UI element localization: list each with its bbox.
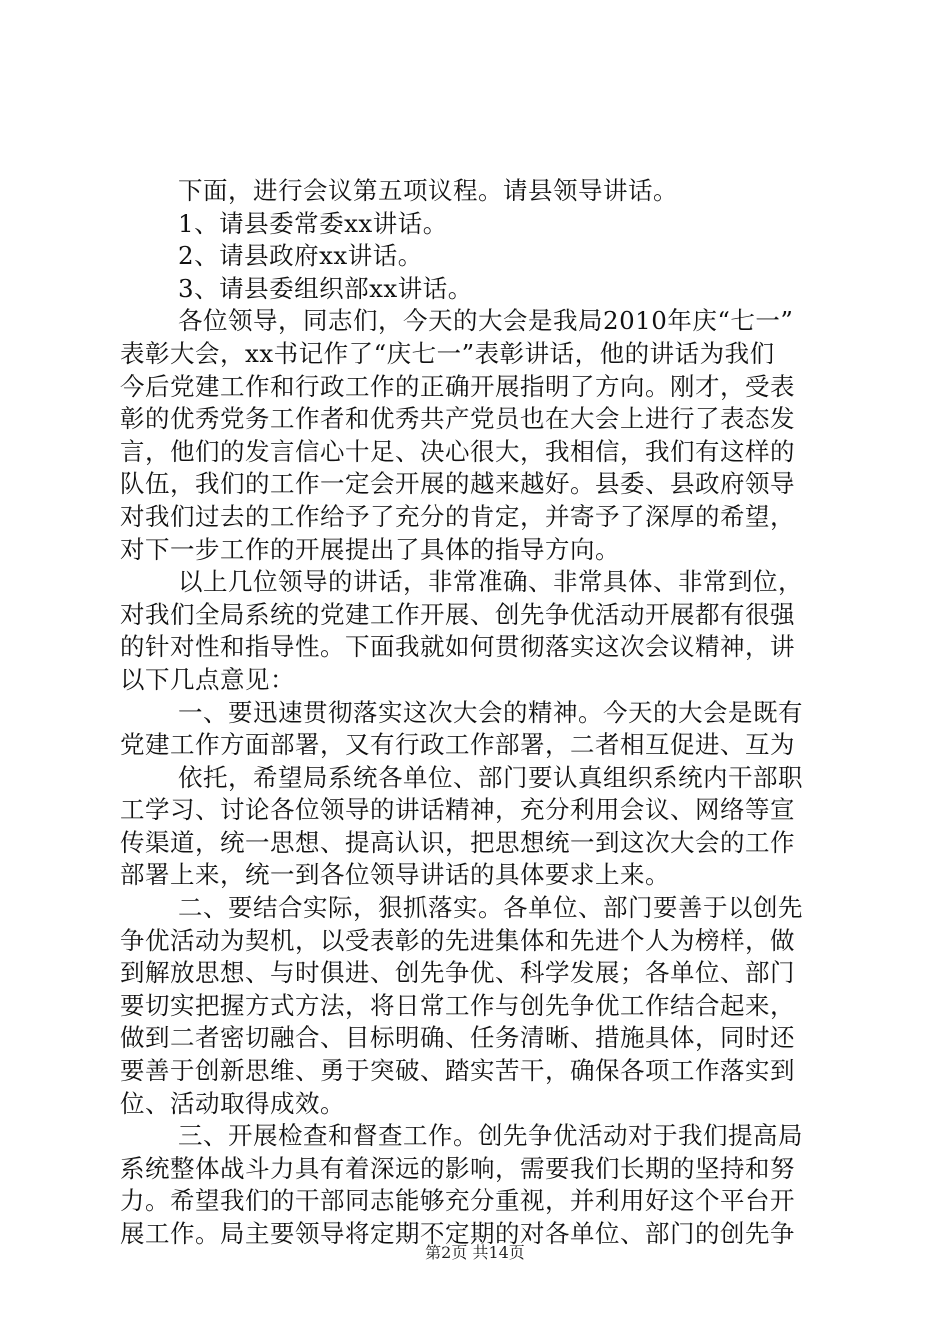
text-line: 工学习、讨论各位领导的讲话精神，充分利用会议、网络等宣 (120, 795, 795, 825)
text-line: 言，他们的发言信心十足、决心很大，我相信，我们有这样的 (120, 436, 795, 466)
text-line: 位、活动取得成效。 (120, 1088, 345, 1118)
text-line: 彰的优秀党务工作者和优秀共产党员也在大会上进行了表态发 (120, 404, 795, 434)
text-line: 党建工作方面部署，又有行政工作部署，二者相互促进、互为 (120, 730, 795, 760)
text-line: 到解放思想、与时俱进、创先争优、科学发展；各单位、部门 (120, 958, 795, 988)
text-line: 系统整体战斗力具有着深远的影响，需要我们长期的坚持和努 (120, 1153, 795, 1183)
text-line: 对下一步工作的开展提出了具体的指导方向。 (120, 534, 620, 564)
text-line: 以下几点意见： (120, 664, 295, 694)
text-line: 力。希望我们的干部同志能够充分重视，并利用好这个平台开 (120, 1186, 795, 1216)
text-line: 各位领导，同志们，今天的大会是我局2010年庆“七一” (178, 306, 794, 336)
text-line: 对我们全局系统的党建工作开展、创先争优活动开展都有很强 (120, 599, 795, 629)
text-line: 2、请县政府xx讲话。 (178, 241, 423, 271)
text-line: 以上几位领导的讲话，非常准确、非常具体、非常到位， (178, 567, 803, 597)
text-line: 传渠道，统一思想、提高认识，把思想统一到这次大会的工作 (120, 827, 795, 857)
text-line: 展工作。局主要领导将定期不定期的对各单位、部门的创先争 (120, 1219, 795, 1248)
text-line: 争优活动为契机，以受表彰的先进集体和先进个人为榜样，做 (120, 925, 795, 955)
text-line: 做到二者密切融合、目标明确、任务清晰、措施具体，同时还 (120, 1023, 795, 1053)
text-line: 要善于创新思维、勇于突破、踏实苦干，确保各项工作落实到 (120, 1056, 795, 1086)
text-line: 三、开展检查和督查工作。创先争优活动对于我们提高局 (178, 1121, 803, 1151)
text-line: 依托，希望局系统各单位、部门要认真组织系统内干部职 (178, 762, 803, 792)
text-line: 3、请县委组织部xx讲话。 (178, 273, 473, 303)
text-line: 一、要迅速贯彻落实这次大会的精神。今天的大会是既有 (178, 697, 803, 727)
text-line: 对我们过去的工作给予了充分的肯定，并寄予了深厚的希望， (120, 501, 795, 531)
text-line: 队伍，我们的工作一定会开展的越来越好。县委、县政府领导 (120, 469, 795, 499)
text-line: 部署上来，统一到各位领导讲话的具体要求上来。 (120, 860, 670, 890)
page-footer: 第2页 共14页 (425, 1243, 525, 1262)
text-line: 的针对性和指导性。下面我就如何贯彻落实这次会议精神，讲 (120, 632, 795, 662)
text-line: 表彰大会，xx书记作了“庆七一”表彰讲话，他的讲话为我们 (120, 338, 775, 368)
text-line: 要切实把握方式方法，将日常工作与创先争优工作结合起来， (120, 990, 795, 1020)
text-line: 今后党建工作和行政工作的正确开展指明了方向。刚才，受表 (120, 371, 795, 401)
text-line: 二、要结合实际，狠抓落实。各单位、部门要善于以创先 (178, 893, 803, 923)
text-line: 下面，进行会议第五项议程。请县领导讲话。 (178, 176, 678, 205)
text-line: 1、请县委常委xx讲话。 (178, 208, 448, 238)
document-body (120, 175, 840, 1251)
